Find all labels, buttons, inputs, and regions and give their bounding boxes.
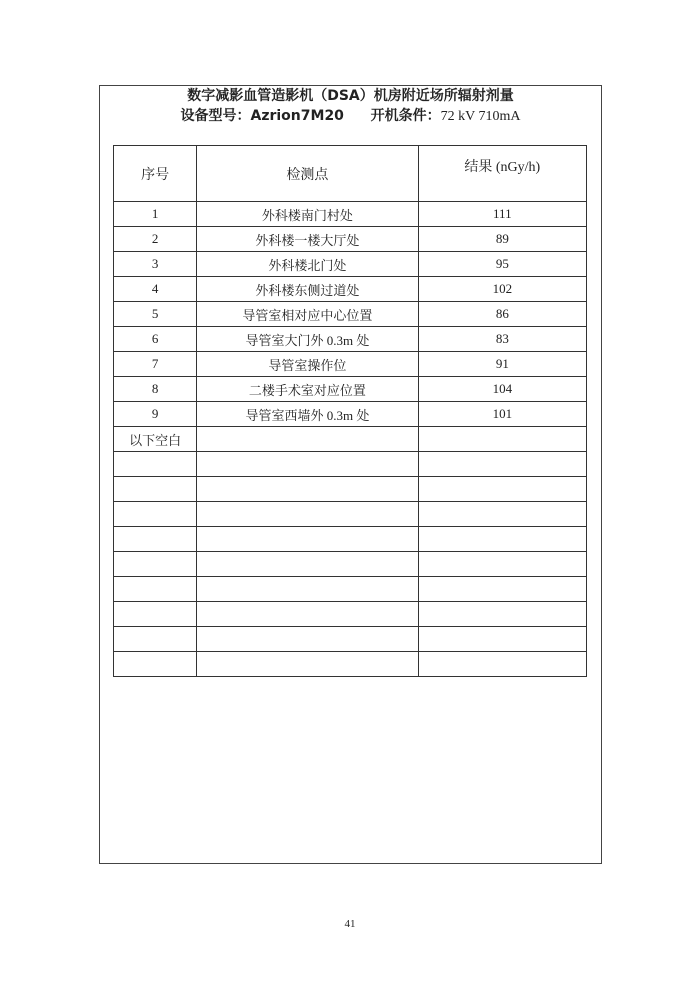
cell-index	[114, 452, 197, 477]
cell-index	[114, 527, 197, 552]
cell-point	[197, 477, 418, 502]
cell-point	[197, 652, 418, 677]
cell-result: 83	[418, 327, 586, 352]
model-label: 设备型号：	[180, 108, 251, 124]
cell-point: 导管室西墙外 0.3m 处	[197, 402, 418, 427]
cell-result: 91	[418, 352, 586, 377]
table-header-row	[114, 146, 587, 202]
table-row	[114, 402, 587, 427]
cell-point	[197, 577, 418, 602]
cell-result: 102	[418, 277, 586, 302]
cell-result: 89	[418, 227, 586, 252]
cell-point	[197, 502, 418, 527]
cell-index	[114, 477, 197, 502]
cell-result	[418, 477, 586, 502]
cell-result	[418, 627, 586, 652]
cell-result: 104	[418, 377, 586, 402]
cell-result	[418, 452, 586, 477]
cell-index	[114, 502, 197, 527]
table-row	[114, 377, 587, 402]
cell-index	[114, 652, 197, 677]
condition-value: 72 kV 710mA	[440, 109, 521, 124]
cell-result	[418, 602, 586, 627]
dose-table	[113, 145, 587, 677]
header-result: 结果 (nGy/h)	[418, 146, 586, 202]
cell-index: 6	[114, 327, 197, 352]
cell-point: 导管室相对应中心位置	[197, 302, 418, 327]
cell-index	[114, 577, 197, 602]
cell-index	[114, 552, 197, 577]
table-row	[114, 627, 587, 652]
cell-point: 外科楼一楼大厅处	[197, 227, 418, 252]
page-number: 41	[344, 918, 356, 930]
cell-result	[418, 427, 586, 452]
cell-index: 4	[114, 277, 197, 302]
cell-point	[197, 552, 418, 577]
cell-index	[114, 627, 197, 652]
cell-result	[418, 502, 586, 527]
table-row	[114, 477, 587, 502]
table-row	[114, 527, 587, 552]
table-row	[114, 252, 587, 277]
cell-result	[418, 577, 586, 602]
cell-result	[418, 652, 586, 677]
document-subtitle	[99, 106, 602, 127]
cell-point: 导管室大门外 0.3m 处	[197, 327, 418, 352]
table-row	[114, 577, 587, 602]
cell-result: 111	[418, 202, 586, 227]
table-row	[114, 652, 587, 677]
table-row	[114, 202, 587, 227]
cell-result	[418, 527, 586, 552]
cell-result: 95	[418, 252, 586, 277]
cell-point: 导管室操作位	[197, 352, 418, 377]
cell-point	[197, 452, 418, 477]
cell-index	[114, 602, 197, 627]
table-row	[114, 427, 587, 452]
cell-index: 以下空白	[114, 427, 197, 452]
table-row	[114, 352, 587, 377]
table-row	[114, 277, 587, 302]
table-row	[114, 302, 587, 327]
cell-index: 1	[114, 202, 197, 227]
cell-point	[197, 602, 418, 627]
model-value: Azrion7M20	[250, 108, 344, 124]
cell-index: 7	[114, 352, 197, 377]
cell-point: 外科楼南门村处	[197, 202, 418, 227]
cell-result	[418, 552, 586, 577]
cell-index: 2	[114, 227, 197, 252]
cell-point: 二楼手术室对应位置	[197, 377, 418, 402]
table-row	[114, 602, 587, 627]
document-title: 数字减影血管造影机（DSA）机房附近场所辐射剂量	[187, 88, 514, 104]
cell-point	[197, 527, 418, 552]
header-index: 序号	[114, 146, 197, 202]
table-row	[114, 227, 587, 252]
condition-label: 开机条件：	[370, 108, 441, 124]
cell-index: 5	[114, 302, 197, 327]
cell-result: 101	[418, 402, 586, 427]
header-point: 检测点	[197, 146, 418, 202]
cell-point	[197, 427, 418, 452]
cell-index: 3	[114, 252, 197, 277]
cell-index: 9	[114, 402, 197, 427]
table-row	[114, 552, 587, 577]
table-row	[114, 502, 587, 527]
cell-point	[197, 627, 418, 652]
cell-index: 8	[114, 377, 197, 402]
table-row	[114, 452, 587, 477]
cell-point: 外科楼东侧过道处	[197, 277, 418, 302]
table-row	[114, 327, 587, 352]
cell-point: 外科楼北门处	[197, 252, 418, 277]
cell-result: 86	[418, 302, 586, 327]
